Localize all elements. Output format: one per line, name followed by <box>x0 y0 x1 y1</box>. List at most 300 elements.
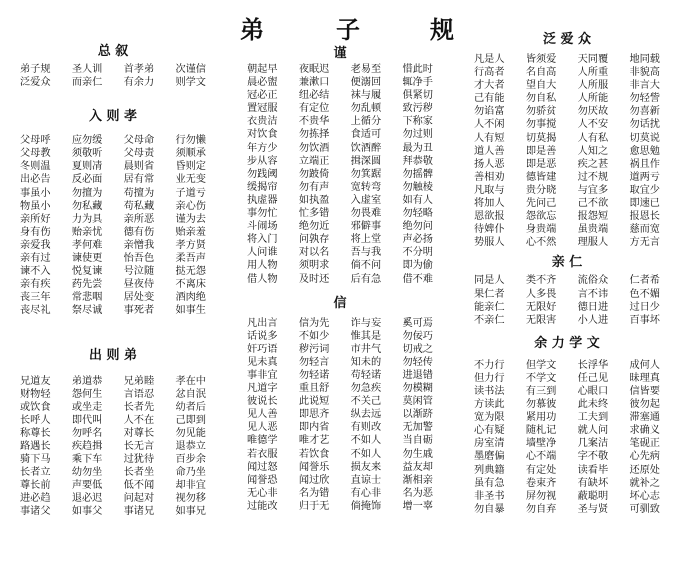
verse-phrase: 见人恶 <box>247 422 278 434</box>
verse-phrase: 怨何生 <box>71 388 103 400</box>
verse-row <box>247 408 433 421</box>
verse-phrase: 无限害 <box>525 314 557 326</box>
verse-row <box>20 414 206 427</box>
verse-phrase: 彼勿起 <box>629 399 660 411</box>
verse-phrase: 贵分晓 <box>525 184 557 196</box>
verse-phrase: 应勿缓 <box>71 135 103 147</box>
verse-phrase: 贻亲忧 <box>71 226 103 238</box>
verse-phrase: 昧理真 <box>629 372 660 384</box>
verse-row <box>474 385 660 398</box>
verse-row <box>20 291 206 304</box>
verse-phrase: 慈而宽 <box>629 224 660 236</box>
verse-phrase: 人多畏 <box>525 288 557 300</box>
verse-row <box>247 246 433 259</box>
verse-phrase: 归于无 <box>298 500 330 512</box>
title-char-1: 弟 <box>240 15 264 44</box>
verse-phrase: 道人善 <box>474 145 505 157</box>
verse-row <box>247 102 433 115</box>
verse-phrase: 己不欲 <box>577 198 609 210</box>
verse-row <box>247 434 433 447</box>
verse-row <box>474 450 660 463</box>
verse-phrase: 将入门 <box>247 234 278 246</box>
verse-phrase: 须敬听 <box>71 148 103 160</box>
verse-phrase: 长呼人 <box>20 414 51 426</box>
verse-phrase: 路遇长 <box>20 440 51 452</box>
verse-phrase: 夜眠迟 <box>298 64 330 75</box>
verse-phrase: 勿轻言 <box>298 356 330 368</box>
verse-phrase: 几案洁 <box>577 438 609 450</box>
verse-phrase: 不贵华 <box>298 116 330 128</box>
verse-row <box>247 168 433 181</box>
verse-row <box>247 220 433 233</box>
section-heading-yulixuewen: 余 力 学 文 <box>534 335 600 351</box>
verse-row <box>247 155 433 168</box>
verse-phrase: 人所服 <box>577 80 609 92</box>
verse-phrase: 兼漱口 <box>298 77 330 89</box>
verse-row <box>474 223 660 236</box>
verse-phrase: 退恭立 <box>175 440 206 452</box>
verse-row <box>474 184 660 197</box>
verse-phrase: 却非宜 <box>175 480 206 492</box>
verse-phrase: 方读此 <box>474 399 505 411</box>
verse-row <box>247 369 433 382</box>
verse-phrase: 方无言 <box>629 237 660 249</box>
verse-row <box>247 474 433 487</box>
verse-phrase: 愈思勉 <box>629 145 660 157</box>
verse-row <box>247 115 433 128</box>
verse-phrase: 疾之甚 <box>577 158 609 170</box>
verse-phrase: 渐相亲 <box>402 474 433 486</box>
verse-row <box>20 304 206 317</box>
verse-row <box>247 63 433 76</box>
verse-phrase: 心眼口 <box>577 385 609 397</box>
verse-row <box>20 427 206 440</box>
verse-phrase: 报怨短 <box>577 211 609 223</box>
verse-phrase: 如事兄 <box>175 506 206 518</box>
verse-phrase: 身有伤 <box>20 226 51 238</box>
verse-row <box>474 372 660 385</box>
verse-phrase: 俱紧切 <box>402 90 433 102</box>
verse-phrase: 问孰存 <box>298 234 330 246</box>
verse-phrase: 无限好 <box>525 301 557 313</box>
verse-phrase: 酒肉绝 <box>175 292 206 304</box>
verse-phrase: 称尊长 <box>20 427 51 439</box>
verse-phrase: 小人进 <box>577 314 609 326</box>
verse-row <box>474 236 660 249</box>
verse-phrase: 父母命 <box>123 135 155 147</box>
verse-phrase: 德日进 <box>577 301 609 313</box>
verse-phrase: 读书法 <box>474 385 505 397</box>
verse-phrase: 出必告 <box>20 174 51 186</box>
verse-phrase: 不如人 <box>350 448 382 460</box>
verse-phrase: 疾趋揖 <box>71 440 103 452</box>
verse-row <box>20 134 206 147</box>
verse-row <box>20 375 206 388</box>
verse-phrase: 不如人 <box>350 435 382 447</box>
verse-phrase: 房室清 <box>474 438 505 450</box>
verse-phrase: 辄净手 <box>402 77 433 89</box>
verse-phrase: 道两亏 <box>629 171 660 183</box>
verse-phrase: 人所重 <box>577 67 609 79</box>
verse-phrase: 有余力 <box>123 77 155 89</box>
verse-phrase: 理服人 <box>577 237 609 249</box>
verse-phrase: 便溺回 <box>350 77 382 89</box>
verse-phrase: 类不齐 <box>525 275 557 287</box>
verse-phrase: 坏心志 <box>629 490 660 502</box>
verse-phrase: 老易至 <box>350 64 382 75</box>
verse-phrase: 勿事搅 <box>525 119 557 131</box>
verse-phrase: 善相劝 <box>474 171 505 183</box>
verse-phrase: 莫闲管 <box>402 396 433 408</box>
verse-phrase: 勿见能 <box>175 427 206 439</box>
verse-phrase: 能亲仁 <box>474 301 505 313</box>
verse-phrase: 借不难 <box>402 273 433 285</box>
verse-phrase: 纵去远 <box>350 409 382 421</box>
verse-phrase: 与宜多 <box>577 184 609 196</box>
verse-phrase: 凡道字 <box>247 383 278 395</box>
verse-block-yulixuewen <box>474 359 660 516</box>
verse-phrase: 若衣服 <box>247 448 278 460</box>
verse-phrase: 孝何难 <box>71 239 103 251</box>
verse-phrase: 勿骄贫 <box>525 106 557 118</box>
verse-phrase: 对尊长 <box>123 427 155 439</box>
verse-phrase: 凡取与 <box>474 184 505 196</box>
verse-phrase: 报恩长 <box>629 211 660 223</box>
verse-phrase: 有定处 <box>525 464 557 476</box>
verse-phrase: 绝勿近 <box>298 221 330 233</box>
verse-phrase: 怨欲忘 <box>525 211 557 223</box>
verse-phrase: 勿呼名 <box>71 427 103 439</box>
verse-phrase: 诈与妄 <box>350 317 382 329</box>
verse-phrase: 常悲咽 <box>71 292 103 304</box>
verse-phrase: 亲有过 <box>20 253 51 265</box>
verse-phrase: 冬则温 <box>20 161 51 173</box>
verse-phrase: 弟子规 <box>20 64 51 75</box>
verse-block-jin <box>247 63 433 286</box>
verse-phrase: 紧用功 <box>525 412 557 424</box>
verse-phrase: 非言大 <box>629 80 660 92</box>
verse-row <box>247 500 433 513</box>
verse-row <box>247 330 433 343</box>
verse-row <box>20 278 206 291</box>
verse-phrase: 祭尽诚 <box>71 305 103 317</box>
verse-phrase: 仁者希 <box>629 275 660 287</box>
verse-phrase: 字不敬 <box>577 451 609 463</box>
verse-phrase: 百步余 <box>175 454 206 466</box>
verse-phrase: 有则改 <box>350 422 382 434</box>
verse-phrase: 或坐走 <box>71 401 103 413</box>
verse-phrase: 怡吾色 <box>123 253 155 265</box>
verse-phrase: 即代叫 <box>71 414 103 426</box>
verse-row <box>20 213 206 226</box>
verse-phrase: 虽有急 <box>474 477 505 489</box>
verse-block-qinren <box>474 274 660 326</box>
verse-phrase: 长者立 <box>20 467 51 479</box>
verse-phrase: 孝在中 <box>175 375 206 387</box>
verse-phrase: 借人物 <box>247 273 278 285</box>
verse-phrase: 不亲仁 <box>474 314 505 326</box>
verse-phrase: 长者坐 <box>123 467 155 479</box>
verse-phrase: 勿践阈 <box>247 168 278 180</box>
verse-row <box>247 382 433 395</box>
verse-phrase: 反必面 <box>71 174 103 186</box>
verse-phrase: 命乃坐 <box>175 467 206 479</box>
verse-phrase: 次谨信 <box>175 64 206 75</box>
verse-phrase: 不如少 <box>298 330 330 342</box>
verse-phrase: 勿急疾 <box>350 383 382 395</box>
verse-phrase: 将上堂 <box>350 234 382 246</box>
verse-row <box>20 76 206 89</box>
verse-row <box>474 503 660 516</box>
verse-phrase: 就人问 <box>577 425 609 437</box>
verse-row <box>474 132 660 145</box>
verse-phrase: 袜与履 <box>350 90 382 102</box>
verse-phrase: 成何人 <box>629 359 660 371</box>
verse-phrase: 幼勿坐 <box>71 467 103 479</box>
verse-phrase: 虽贵端 <box>577 224 609 236</box>
verse-phrase: 奚可焉 <box>402 317 433 329</box>
verse-phrase: 忙多错 <box>298 208 330 220</box>
verse-row <box>247 207 433 220</box>
verse-row <box>20 466 206 479</box>
verse-row <box>20 63 206 76</box>
verse-phrase: 晨必盥 <box>247 77 278 89</box>
verse-phrase: 宽为限 <box>474 412 505 424</box>
verse-phrase: 勿擅为 <box>71 187 103 199</box>
verse-phrase: 冠必正 <box>247 90 278 102</box>
verse-phrase: 人知之 <box>577 145 609 157</box>
verse-phrase: 居有常 <box>123 174 155 186</box>
verse-row <box>474 398 660 411</box>
verse-phrase: 将加人 <box>474 198 505 210</box>
verse-row <box>247 76 433 89</box>
verse-phrase: 揖深圆 <box>350 155 382 167</box>
verse-phrase: 亲所好 <box>20 213 51 225</box>
verse-phrase: 饮酒醉 <box>350 142 382 154</box>
verse-phrase: 宽转弯 <box>350 181 382 193</box>
verse-phrase: 但力行 <box>474 372 505 384</box>
verse-phrase: 唯才艺 <box>298 435 330 447</box>
verse-row <box>20 252 206 265</box>
verse-row <box>20 479 206 492</box>
verse-row <box>20 226 206 239</box>
verse-phrase: 亲憎我 <box>123 239 155 251</box>
verse-phrase: 丧三年 <box>20 292 51 304</box>
verse-phrase: 柔吾声 <box>175 253 206 265</box>
verse-block-xin <box>247 317 433 513</box>
verse-phrase: 物虽小 <box>20 200 51 212</box>
verse-phrase: 勿模糊 <box>402 383 433 395</box>
verse-phrase: 行勿懒 <box>175 135 206 147</box>
verse-phrase: 无加警 <box>402 422 433 434</box>
verse-phrase: 如执盈 <box>298 194 330 206</box>
verse-row <box>474 359 660 372</box>
title-char-3: 规 <box>430 15 454 44</box>
column-2 <box>247 42 433 513</box>
verse-phrase: 勿触棱 <box>402 181 433 193</box>
verse-block-zongxu <box>20 63 206 89</box>
verse-phrase: 夏则凊 <box>71 161 103 173</box>
verse-phrase: 事勿忙 <box>247 208 278 220</box>
verse-phrase: 若饮食 <box>298 448 330 460</box>
section-heading-qinren: 亲 仁 <box>551 255 583 271</box>
verse-phrase: 亲有疾 <box>20 279 51 291</box>
verse-phrase: 苟私藏 <box>123 200 155 212</box>
verse-phrase: 首孝弟 <box>123 64 155 75</box>
verse-phrase: 入虚室 <box>350 194 382 206</box>
verse-phrase: 墨磨偏 <box>474 451 505 463</box>
verse-phrase: 兄弟睦 <box>123 375 155 387</box>
verse-phrase: 言语忍 <box>123 388 155 400</box>
verse-phrase: 长无言 <box>123 440 155 452</box>
verse-row <box>247 259 433 272</box>
verse-phrase: 弟道恭 <box>71 375 103 387</box>
verse-row <box>474 158 660 171</box>
section-heading-xin: 信 <box>333 295 347 311</box>
verse-row <box>247 194 433 207</box>
verse-phrase: 非貌高 <box>629 67 660 79</box>
verse-phrase: 还原处 <box>629 464 660 476</box>
verse-phrase: 勿自弃 <box>525 503 557 515</box>
verse-phrase: 勿畏难 <box>350 208 382 220</box>
section-heading-zongxu: 总 叙 <box>97 44 129 59</box>
verse-phrase: 可驯致 <box>629 503 660 515</box>
verse-phrase: 谏不入 <box>20 266 51 278</box>
verse-phrase: 名为错 <box>298 487 330 499</box>
verse-row <box>474 79 660 92</box>
verse-row <box>20 160 206 173</box>
verse-row <box>474 477 660 490</box>
verse-phrase: 闻誉恐 <box>247 474 278 486</box>
verse-phrase: 苟轻诺 <box>350 369 382 381</box>
verse-phrase: 地同载 <box>629 54 660 65</box>
verse-phrase: 过犹待 <box>123 454 155 466</box>
verse-row <box>247 273 433 286</box>
verse-phrase: 不学文 <box>525 372 557 384</box>
verse-phrase: 亲心伤 <box>175 200 206 212</box>
verse-phrase: 奸巧语 <box>247 343 278 355</box>
verse-row <box>474 145 660 158</box>
verse-phrase: 用人物 <box>247 260 278 272</box>
verse-phrase: 名为恶 <box>402 487 433 499</box>
verse-phrase: 业无变 <box>175 174 206 186</box>
verse-phrase: 步从容 <box>247 155 278 167</box>
verse-phrase: 兄道友 <box>20 375 51 387</box>
verse-row <box>474 314 660 327</box>
verse-row <box>474 288 660 301</box>
verse-phrase: 勿厌故 <box>577 106 609 118</box>
verse-phrase: 勿轻诺 <box>298 369 330 381</box>
verse-phrase: 有心非 <box>350 487 382 499</box>
verse-phrase: 忿自泯 <box>175 388 206 400</box>
verse-phrase: 此说短 <box>298 396 330 408</box>
verse-phrase: 取宜少 <box>629 184 660 196</box>
verse-phrase: 凡是人 <box>474 54 505 65</box>
verse-row <box>20 265 206 278</box>
verse-phrase: 名自高 <box>525 67 557 79</box>
verse-phrase: 勿箕踞 <box>350 168 382 180</box>
verse-phrase: 幼者后 <box>175 401 206 413</box>
verse-phrase: 任己见 <box>577 372 609 384</box>
verse-phrase: 勿饮酒 <box>298 142 330 154</box>
verse-phrase: 人不闲 <box>474 119 505 131</box>
verse-phrase: 人问谁 <box>247 247 278 259</box>
verse-phrase: 望自大 <box>525 80 557 92</box>
verse-phrase: 祸且作 <box>629 158 660 170</box>
verse-phrase: 须顺承 <box>175 148 206 160</box>
verse-phrase: 扬人恶 <box>474 158 505 170</box>
verse-phrase: 父母教 <box>20 148 51 160</box>
verse-phrase: 置冠服 <box>247 103 278 115</box>
verse-row <box>20 492 206 505</box>
verse-phrase: 圣与贤 <box>577 503 609 515</box>
verse-phrase: 己有能 <box>474 93 505 105</box>
verse-phrase: 谨为去 <box>175 213 206 225</box>
verse-phrase: 挞无怨 <box>175 266 206 278</box>
verse-row <box>20 453 206 466</box>
verse-phrase: 心先病 <box>629 451 660 463</box>
verse-row <box>247 356 433 369</box>
verse-row <box>474 301 660 314</box>
verse-phrase: 对以名 <box>298 247 330 259</box>
verse-phrase: 待婢仆 <box>474 224 505 236</box>
verse-phrase: 斗闹场 <box>247 221 278 233</box>
verse-phrase: 增一辜 <box>402 500 433 512</box>
verse-phrase: 即为偷 <box>402 260 433 272</box>
verse-phrase: 后有急 <box>350 273 382 285</box>
verse-phrase: 蔽聪明 <box>577 490 609 502</box>
verse-row <box>20 388 206 401</box>
verse-phrase: 勿轻略 <box>402 208 433 220</box>
verse-row <box>20 440 206 453</box>
verse-phrase: 工夫到 <box>577 412 609 424</box>
verse-row <box>247 343 433 356</box>
verse-phrase: 但学文 <box>525 359 557 371</box>
verse-phrase: 问起对 <box>123 493 155 505</box>
verse-phrase: 益友却 <box>402 461 433 473</box>
verse-phrase: 勿跛倚 <box>298 168 330 180</box>
verse-phrase: 求确义 <box>629 425 660 437</box>
verse-phrase: 勿有声 <box>298 181 330 193</box>
verse-phrase: 有缺坏 <box>577 477 609 489</box>
verse-phrase: 闻过怒 <box>247 461 278 473</box>
verse-phrase: 声要低 <box>71 480 103 492</box>
verse-phrase: 非圣书 <box>474 490 505 502</box>
verse-phrase: 亲爱我 <box>20 239 51 251</box>
verse-phrase: 勿喜新 <box>629 106 660 118</box>
verse-phrase: 势服人 <box>474 237 505 249</box>
verse-row <box>247 142 433 155</box>
verse-phrase: 屏勿视 <box>525 490 557 502</box>
verse-phrase: 勿摇髀 <box>402 168 433 180</box>
verse-phrase: 如有人 <box>402 194 433 206</box>
verse-phrase: 心不端 <box>525 451 557 463</box>
section-heading-chuzedi: 出 则 弟 <box>88 347 138 363</box>
verse-phrase: 丧尽礼 <box>20 305 51 317</box>
verse-phrase: 读看毕 <box>577 464 609 476</box>
verse-row <box>247 395 433 408</box>
verse-block-fanaizhong <box>474 53 660 249</box>
verse-phrase: 执虚器 <box>247 194 278 206</box>
verse-phrase: 尊长前 <box>20 480 51 492</box>
verse-phrase: 缓揭帘 <box>247 181 278 193</box>
verse-phrase: 勿慕彼 <box>525 399 557 411</box>
verse-phrase: 昏则定 <box>175 161 206 173</box>
verse-phrase: 倘掩饰 <box>350 500 382 512</box>
verse-phrase: 致污秽 <box>402 103 433 115</box>
verse-phrase: 过能改 <box>247 500 278 512</box>
verse-phrase: 如事父 <box>71 506 103 518</box>
